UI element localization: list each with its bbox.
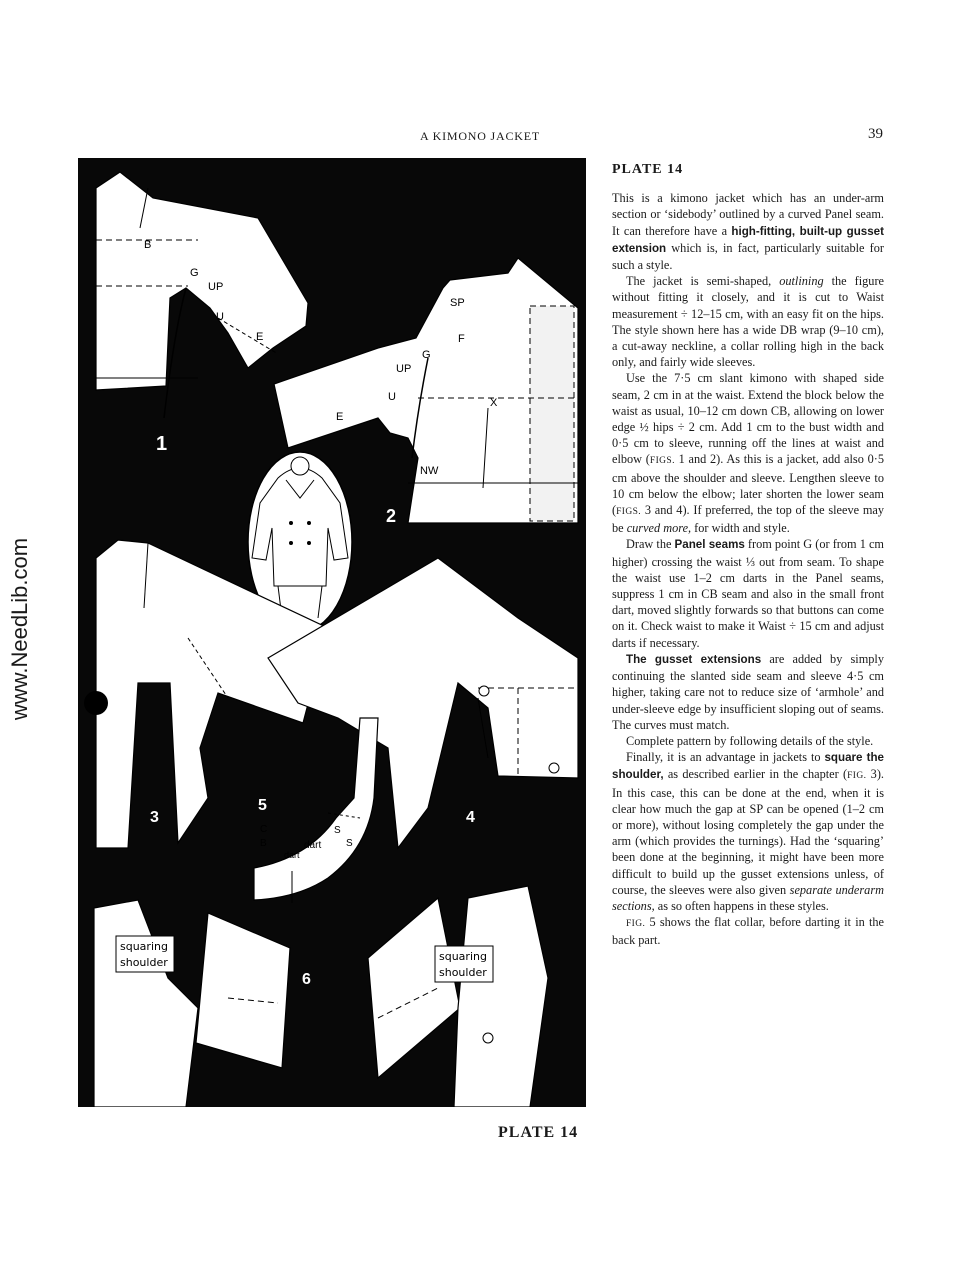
- p7-text-a: Finally, it is an advantage in jackets to: [626, 750, 825, 765]
- p3-text-d: for width and style.: [691, 521, 790, 536]
- label-sp: SP: [450, 297, 465, 309]
- paragraph-8: [612, 914, 884, 948]
- label-e: E: [256, 331, 264, 343]
- body-text: [612, 162, 884, 949]
- p3-figs-2: FIGS.: [616, 507, 642, 518]
- label-s: S: [334, 825, 341, 836]
- figure-number-6: 6: [302, 971, 311, 988]
- p5-text-a: are added by simply continuing the slanted side seam and sleeve 4·5 cm higher, taking care not to reduce size of ‘armhole’ and under-sleeve edge by insufficient sloping out of seams. The curves must match.: [612, 651, 884, 732]
- p2-italic: outlining: [779, 274, 824, 289]
- figure-5-collar: [254, 718, 378, 903]
- p4-text-b: from point G (or from 1 cm higher) crossing the waist ⅓ out from seam. To shape the waist use 1–2 cm darts in the Panel seams, suppress 1 cm in CB seam and also in the small front dart, moved slightly forwards so that buttons can come on it. Check waist to make it Waist ÷ 15 cm and adjust darts if necessary.: [612, 537, 884, 650]
- p4-text-a: Draw the: [626, 537, 675, 552]
- figure-number-1: 1: [156, 433, 168, 455]
- label-s-2: S: [346, 838, 353, 849]
- paragraph-7: [612, 749, 884, 914]
- watermark: [6, 500, 34, 760]
- paragraph-4: [612, 536, 884, 650]
- p7-text-b: as described earlier in the chapter (: [663, 767, 848, 782]
- label-up-2: UP: [396, 363, 412, 375]
- label-c: C: [260, 824, 268, 835]
- label-g: G: [190, 267, 199, 279]
- p7-text-d: as so often happens in these styles.: [654, 898, 829, 913]
- p8-text-a: 5 shows the flat collar, before darting it in the back part.: [612, 915, 884, 948]
- label-f: F: [458, 333, 465, 345]
- figure-6-squaring: [94, 886, 548, 1107]
- p3-text-b: 1 and 2). As this is a jacket, add also 0·5 cm above the shoulder and sleeve. Lengthen sleeve to 10 cm below the elbow; later shorten the lower seam (: [612, 452, 884, 518]
- p4-bold: Panel seams: [674, 538, 745, 552]
- figure-number-5: 5: [258, 797, 267, 814]
- p7-fig: FIG.: [847, 771, 867, 782]
- label-dart-2: dart: [284, 850, 300, 860]
- paragraph-6: Complete pattern by following details of the style.: [626, 733, 874, 748]
- figure-number-3: 3: [150, 809, 159, 826]
- figure-number-2: 2: [386, 506, 397, 526]
- label-squaring-right: squaring: [439, 950, 487, 963]
- p3-text-a: Use the 7·5 cm slant kimono with shaped side seam, 2 cm in at the waist. Extend the block below the waist as usual, 10–12 cm down CB, allowing on lower edge ½ hips ÷ 2 cm. Add 1 cm to the bust width and 0·5 cm to sleeve, running off the lines at waist and elbow (: [612, 371, 884, 467]
- p1-bold: high-fitting, built-up gusset extension: [612, 224, 884, 255]
- p7-text-c: 3). In this case, this can be done at the end, when it is clear how much the gap at SP can be opened (1–2 cm or more), without losing completely the gap under the arm (which provides the turnings). Had the ‘squaring’ been done at the beginning, it might have been more difficult to build up the gusset extensions unless, of course, the sleeves were also given: [612, 767, 884, 897]
- paragraph-5: [612, 651, 884, 733]
- section-heading: PLATE 14: [612, 162, 684, 177]
- label-b: B: [144, 239, 152, 251]
- p3-italic: curved more,: [626, 521, 692, 536]
- plate-caption: PLATE 14: [498, 1124, 579, 1141]
- label-e-2: E: [336, 411, 344, 423]
- paragraph-2: [612, 273, 884, 370]
- label-u: U: [216, 311, 224, 323]
- label-u-2: U: [388, 391, 396, 403]
- p2-text-a: The jacket is semi-shaped,: [626, 274, 780, 289]
- label-up: UP: [208, 281, 224, 293]
- p2-text-b: the figure without fitting it closely, and it is cut to Waist measurement ÷ 12–15 cm, with an easy fit on the hips. The style shown here has a wide DB wrap (9–10 cm), a cut-away neckline, a collar rolling high in the back only, and fairly wide sleeves.: [612, 274, 884, 370]
- paragraph-1: [612, 190, 884, 273]
- p5-bold: The gusset extensions: [626, 652, 762, 666]
- p3-text-c: 3 and 4). If preferred, the top of the sleeve may be: [612, 503, 884, 536]
- p8-fig: FIG.: [626, 919, 646, 930]
- label-shoulder-right: shoulder: [439, 966, 487, 979]
- figure-number-4: 4: [466, 809, 475, 826]
- label-b-2: B: [260, 838, 267, 849]
- pattern-drawings: [78, 158, 586, 1107]
- plate-illustration: [78, 158, 586, 1107]
- watermark-text: www.NeedLib.com: [7, 537, 32, 721]
- p1-text-a: This is a kimono jacket which has an under-arm section or ‘sidebody’ outlined by a curved Panel seam. It can therefore have a: [612, 191, 884, 238]
- label-g-2: G: [422, 349, 431, 361]
- label-dart: dart: [304, 840, 322, 851]
- running-head: A KIMONO JACKET: [420, 129, 540, 143]
- figure-1-drafting: [96, 172, 308, 455]
- label-shoulder-left: shoulder: [120, 956, 168, 969]
- p3-figs-1: FIGS.: [649, 456, 675, 467]
- p7-italic: separate underarm sections,: [612, 882, 884, 913]
- p1-text-b: which is, in fact, particularly suitable for such a style.: [612, 240, 884, 273]
- p7-bold: square the shoulder,: [612, 751, 884, 782]
- label-x: X: [490, 397, 498, 409]
- label-nw: NW: [420, 465, 439, 477]
- page-number: 39: [868, 126, 883, 142]
- paragraph-3: [612, 370, 884, 536]
- label-squaring-left: squaring: [120, 940, 168, 953]
